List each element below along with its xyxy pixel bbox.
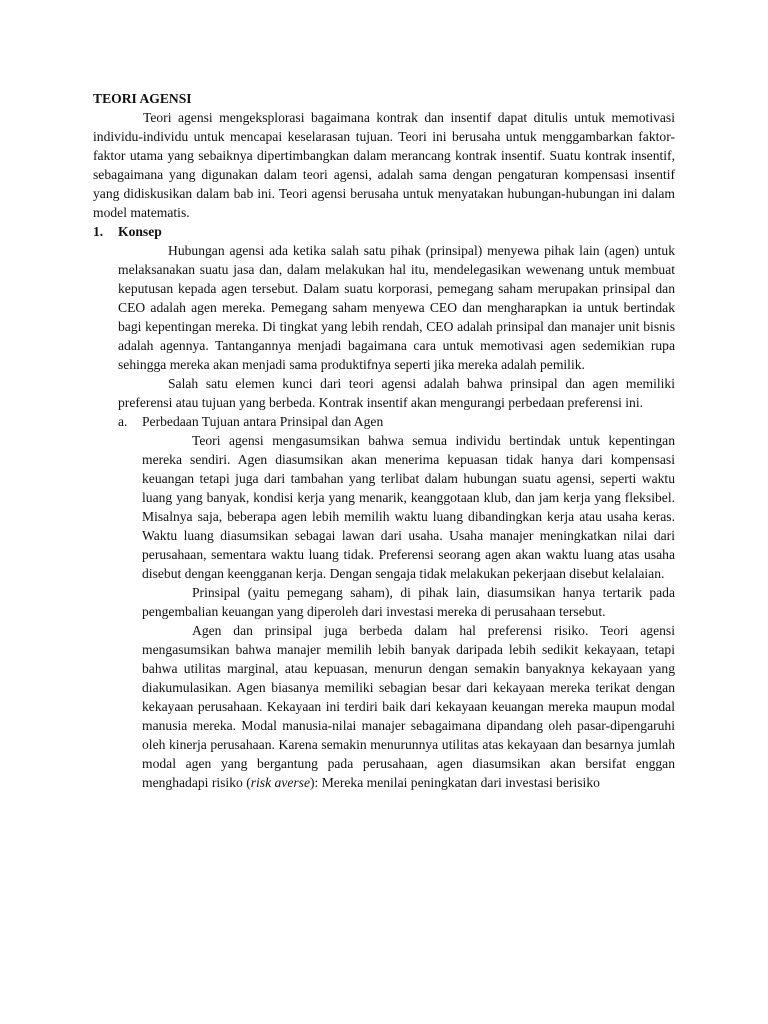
intro-paragraph: Teori agensi mengeksplorasi bagaimana kontrak dan insentif dapat ditulis untuk memotivasi individu-individu untuk mencapai keselarasan tujuan. Teori ini berusaha untuk menggambarkan faktor-faktor utama yang sebaiknya dipertimbangkan dalam merancang kontrak insentif. Suatu kontrak insentif, sebagaimana yang digunakan dalam teori agensi, adalah sama dengan pengaturan kompensasi insentif yang didiskusikan dalam bab ini. Teori agensi berusaha untuk menyatakan hubungan-hubungan ini dalam model matematis. <box>93 110 675 220</box>
subsection-a-paragraph-3 <box>93 621 675 792</box>
section-1-paragraph-2: Salah satu elemen kunci dari teori agensi adalah bahwa prinsipal dan agen memiliki preferensi atau tujuan yang berbeda. Kontrak insentif akan mengurangi perbedaan preferensi ini. <box>118 376 675 410</box>
subsection-a-paragraph-1: Teori agensi mengasumsikan bahwa semua individu bertindak untuk kepentingan mereka sendiri. Agen diasumsikan akan menerima kepuasan tidak hanya dari kompensasi keuangan tetapi juga dari tambahan yang terlibat dalam hubungan suatu agensi, seperti waktu luang yang banyak, kondisi kerja yang menarik, keanggotaan klub, dan jam kerja yang fleksibel. Misalnya saja, beberapa agen lebih memilih waktu luang dibandingkan kerja atau usaha keras. Waktu luang diasumsikan sebagai lawan dari usaha. Usaha manajer meningkatkan nilai dari perusahaan, sementara waktu luang tidak. Preferensi seorang agen akan waktu luang atas usaha disebut dengan keengganan kerja. Dengan sengaja tidak melakukan pekerjaan disebut kelalaian. <box>142 433 675 581</box>
document-title: TEORI AGENSI <box>93 91 192 106</box>
section-1-number: 1. <box>93 224 104 239</box>
section-1-title: Konsep <box>118 224 162 239</box>
paragraph-3-text-start: Agen dan prinsipal juga berbeda dalam hal preferensi risiko. Teori agensi mengasumsikan bahwa manajer memilih lebih banyak daripada lebih sedikit kekayaan, tetapi bahwa utilitas marginal, atau kepuasan, menurun dengan semakin banyaknya kekayaan yang diakumulasikan. Agen biasanya memiliki sebagian besar dari kekayaan mereka terikat dengan kekayaan perusahaan. Kekayaan ini terdiri baik dari kekayaan keuangan mereka maupun modal manusia mereka. Modal manusia-nilai manajer sebagaimana dipandang oleh pasar-dipengaruhi oleh kinerja perusahaan. Karena semakin menurunnya utilitas atas kekayaan dan besarnya jumlah modal agen yang bergantung pada perusahaan, agen diasumsikan akan bersifat enggan menghadapi risiko ( <box>142 623 675 790</box>
section-1-paragraph-1: Hubungan agensi ada ketika salah satu pihak (prinsipal) menyewa pihak lain (agen) untuk melaksanakan suatu jasa dan, dalam melakukan hal itu, mendelegasikan wewenang untuk membuat keputusan kepada agen tersebut. Dalam suatu korporasi, pemegang saham merupakan prinsipal dan CEO adalah agen mereka. Pemegang saham menyewa CEO dan mengharapkan ia untuk bertindak bagi kepentingan mereka. Di tingkat yang lebih rendah, CEO adalah prinsipal dan manajer unit bisnis adalah agennya. Tantangannya menjadi bagaimana cara untuk memotivasi agen sedemikian rupa sehingga mereka akan menjadi sama produktifnya seperti jika mereka adalah pemilik. <box>118 243 675 372</box>
subsection-a-paragraph-2: Prinsipal (yaitu pemegang saham), di pihak lain, diasumsikan hanya tertarik pada pengembalian keuangan yang diperoleh dari investasi mereka di perusahaan tersebut. <box>142 585 675 619</box>
paragraph-3-text-end: ): Mereka menilai peningkatan dari investasi berisiko <box>310 775 600 790</box>
subsection-a-heading <box>118 412 675 431</box>
risk-averse-term: risk averse <box>250 775 311 790</box>
section-1-heading <box>93 222 675 241</box>
document-body <box>93 89 675 792</box>
subsection-a-letter: a. <box>118 414 128 429</box>
subsection-a-title: Perbedaan Tujuan antara Prinsipal dan Agen <box>142 414 384 429</box>
